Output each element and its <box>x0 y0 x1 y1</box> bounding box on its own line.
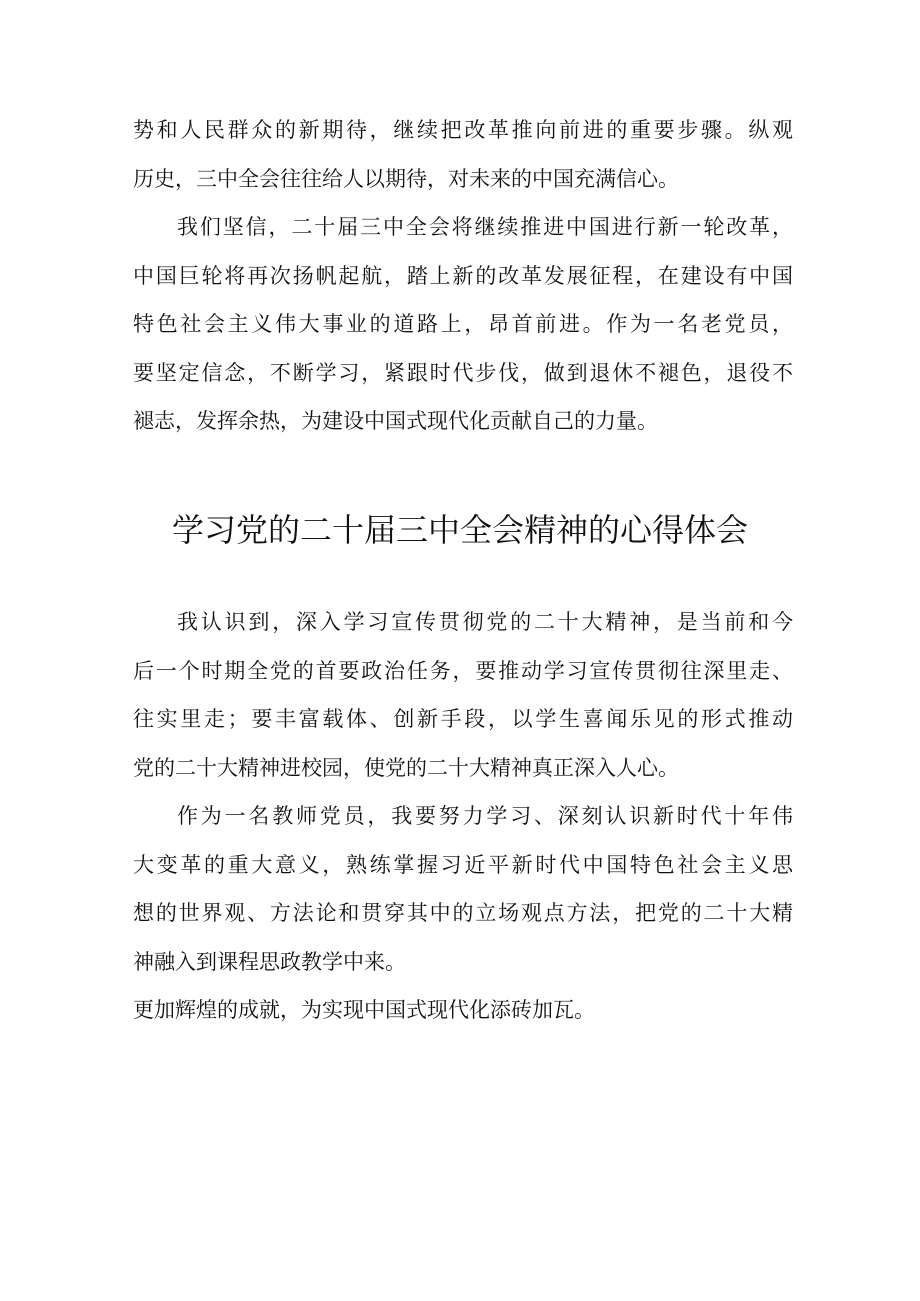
text-line: 神融入到课程思政教学中来。 <box>133 949 406 974</box>
text-line: 后一个时期全党的首要政治任务，要推动学习宣传贯彻往深里走、 <box>133 658 793 683</box>
text-line: 历史，三中全会往往给人以期待，对未来的中国充满信心。 <box>133 166 679 191</box>
text-line: 中国巨轮将再次扬帆起航，踏上新的改革发展征程，在建设有中国 <box>133 263 793 288</box>
article-title: 学习党的二十届三中全会精神的心得体会 <box>171 511 748 549</box>
text-line: 特色社会主义伟大事业的道路上，昂首前进。作为一名老党员， <box>133 312 793 336</box>
top-section <box>133 106 793 446</box>
text-line: 党的二十大精神进校园，使党的二十大精神真正深入人心。 <box>133 755 679 780</box>
text-line: 势和人民群众的新期待，继续把改革推向前进的重要步骤。纵观 <box>133 118 793 142</box>
article-body <box>133 598 793 1035</box>
text-line: 往实里走；要丰富载体、创新手段，以学生喜闻乐见的形式推动 <box>133 707 793 731</box>
text-line: 我们坚信，二十届三中全会将继续推进中国进行新一轮改革， <box>177 215 793 239</box>
text-line: 作为一名教师党员，我要努力学习、深刻认识新时代十年伟 <box>177 804 793 828</box>
text-line: 更加辉煌的成就，为实现中国式现代化添砖加瓦。 <box>133 998 595 1022</box>
text-line: 褪志，发挥余热，为建设中国式现代化贡献自己的力量。 <box>133 409 658 433</box>
text-line: 大变革的重大意义，熟练掌握习近平新时代中国特色社会主义思 <box>133 852 793 877</box>
text-line: 我认识到，深入学习宣传贯彻党的二十大精神，是当前和今 <box>177 610 793 634</box>
text-line: 要坚定信念，不断学习，紧跟时代步伐，做到退休不褪色，退役不 <box>133 360 793 385</box>
text-line: 想的世界观、方法论和贯穿其中的立场观点方法，把党的二十大精 <box>133 901 793 925</box>
